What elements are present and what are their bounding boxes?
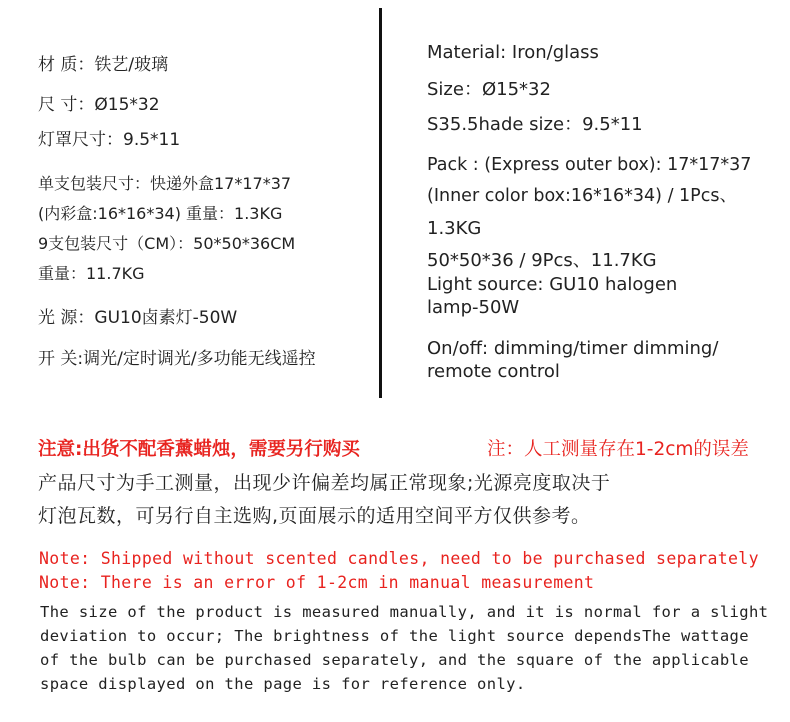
spec-nine-pack-cn: 9支包装尺寸（CM）：50*50*36CM [38, 234, 296, 253]
spec-onoff-line-2-en: remote control [427, 361, 560, 382]
notice-en-line-3: of the bulb can be purchased separately, and the square of the applicable [40, 651, 749, 669]
spec-single-pack-cn: 单支包装尺寸：快递外盒17*17*37 [38, 174, 292, 193]
spec-onoff-line-1-en: On/off: dimming/timer dimming/ [427, 338, 719, 359]
spec-shade-size-cn: 灯罩尺寸：9.5*11 [38, 130, 181, 150]
notice-cn-line-2: 产品尺寸为手工测量，出现少许偏差均属正常现象;光源亮度取决于 [38, 472, 611, 494]
notice-cn-line-3: 灯泡瓦数，可另行自主选购,页面展示的适用空间平方仅供参考。 [38, 505, 591, 527]
spec-switch-cn: 开 关:调光/定时调光/多功能无线遥控 [38, 349, 316, 369]
spec-material-en: Material: Iron/glass [427, 42, 599, 63]
spec-light-source-cn: 光 源：GU10卤素灯-50W [38, 308, 238, 328]
notice-en-line-4: space displayed on the page is for reference only. [40, 675, 526, 693]
notice-en-error: Note: There is an error of 1-2cm in manual measurement [39, 573, 595, 592]
spec-material-cn: 材 质：铁艺/玻璃 [38, 55, 169, 75]
notice-cn-error: 注：人工测量存在1-2cm的误差 [487, 439, 749, 460]
spec-light-line-2-en: lamp-50W [427, 297, 520, 318]
notice-en-line-1: The size of the product is measured manually, and it is normal for a slight [40, 603, 769, 621]
spec-pack-line-3-en: 1.3KG [427, 218, 482, 239]
spec-light-line-1-en: Light source: GU10 halogen [427, 274, 678, 295]
notice-en-line-2: deviation to occur; The brightness of the light source dependsThe wattage [40, 627, 749, 645]
spec-size-en: Size：Ø15*32 [427, 79, 551, 100]
spec-pack-line-4-en: 50*50*36 / 9Pcs、11.7KG [427, 250, 657, 271]
spec-nine-weight-cn: 重量：11.7KG [38, 264, 145, 283]
spec-pack-line-1-en: Pack : (Express outer box): 17*17*37 [427, 155, 752, 175]
spec-pack-line-2-en: (Inner color box:16*16*34) / 1Pcs、 [427, 186, 737, 206]
notice-en-candles: Note: Shipped without scented candles, need to be purchased separately [39, 549, 759, 568]
spec-size-cn: 尺 寸：Ø15*32 [38, 95, 160, 115]
spec-inner-box-cn: (内彩盒:16*16*34) 重量：1.3KG [38, 204, 283, 223]
notice-cn-candles: 注意:出货不配香薰蜡烛，需要另行购买 [38, 439, 360, 460]
column-divider [379, 8, 382, 398]
spec-shade-size-en: S35.5hade size：9.5*11 [427, 114, 643, 135]
